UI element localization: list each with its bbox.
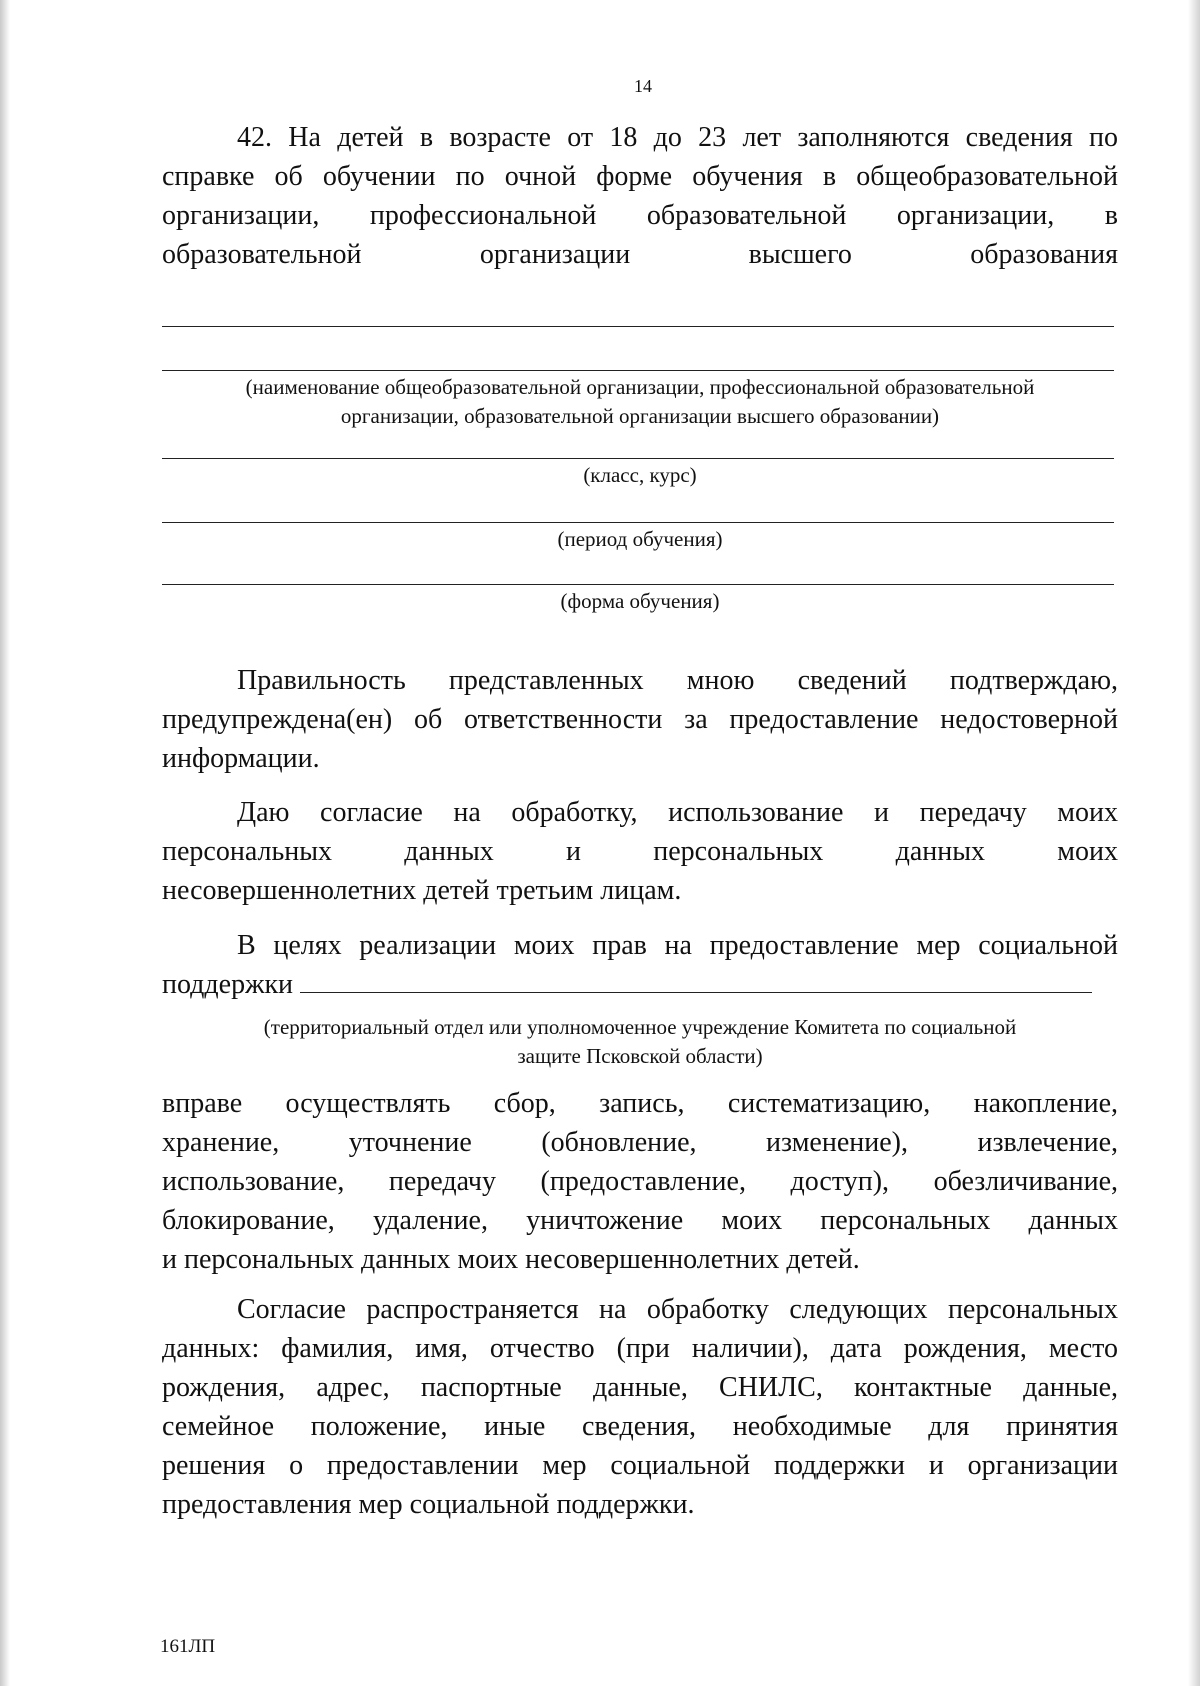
confirmation-paragraph xyxy=(162,661,1118,778)
paragraph-line: несовершеннолетних детей третьим лицам. xyxy=(162,875,682,906)
paragraph-line: и персональных данных моих несовершеннолетних детей. xyxy=(162,1244,860,1275)
page-number: 14 xyxy=(634,76,652,96)
paragraph-line: блокирование, удаление, уничтожение моих персональных данных xyxy=(162,1205,1118,1236)
paragraph-42 xyxy=(162,118,1118,274)
scope-paragraph xyxy=(162,1290,1118,1524)
study-form-caption: (форма обучения) xyxy=(560,589,720,613)
paragraph-line: Даю согласие на обработку, использование и передачу моих xyxy=(237,797,1118,828)
paragraph-line: решения о предоставлении мер социальной поддержки и организации xyxy=(162,1450,1118,1481)
study-period-fill-line xyxy=(162,522,1114,523)
paragraph-line: предупреждена(ен) об ответственности за предоставление недостоверной xyxy=(162,704,1118,735)
paragraph-line: организации, профессиональной образовательной организации, в xyxy=(162,200,1118,231)
paragraph-line: справке об обучении по очной форме обучения в общеобразовательной xyxy=(162,161,1118,192)
purpose-prefix: поддержки xyxy=(162,969,294,1000)
authority-fill-line xyxy=(300,970,1092,993)
org-name-caption xyxy=(162,373,1118,431)
paragraph-line xyxy=(162,965,1118,1004)
paragraph-line: использование, передачу (предоставление, доступ), обезличивание, xyxy=(162,1166,1118,1197)
purpose-paragraph xyxy=(162,926,1118,1004)
scan-edge-right xyxy=(1188,0,1200,1686)
caption-line: защите Псковской области) xyxy=(517,1044,763,1068)
class-course-caption: (класс, курс) xyxy=(583,463,697,487)
study-period-caption: (период обучения) xyxy=(557,527,723,551)
paragraph-line: вправе осуществлять сбор, запись, систематизацию, накопление, xyxy=(162,1088,1118,1119)
paragraph-line: 42. На детей в возрасте от 18 до 23 лет заполняются сведения по xyxy=(237,122,1118,153)
paragraph-line: персональных данных и персональных данных моих xyxy=(162,836,1118,867)
caption-line: (наименование общеобразовательной организации, профессиональной образовательной xyxy=(245,375,1035,399)
scan-edge-left xyxy=(0,0,10,1686)
caption-line: организации, образовательной организации высшего образовании) xyxy=(340,404,940,428)
authority-caption xyxy=(162,1013,1118,1071)
paragraph-line: хранение, уточнение (обновление, изменение), извлечение, xyxy=(162,1127,1118,1158)
paragraph-line: рождения, адрес, паспортные данные, СНИЛС, контактные данные, xyxy=(162,1372,1118,1403)
rights-paragraph xyxy=(162,1084,1118,1279)
paragraph-line: предоставления мер социальной поддержки. xyxy=(162,1489,695,1520)
org-name-fill-line-1 xyxy=(162,326,1114,327)
org-name-fill-line-2 xyxy=(162,370,1114,371)
study-form-fill-line xyxy=(162,584,1114,585)
paragraph-line: данных: фамилия, имя, отчество (при наличии), дата рождения, место xyxy=(162,1333,1118,1364)
caption-line: (территориальный отдел или уполномоченное учреждение Комитета по социальной xyxy=(263,1015,1017,1039)
paragraph-line: Правильность представленных мною сведений подтверждаю, xyxy=(237,665,1118,696)
paragraph-line: семейное положение, иные сведения, необходимые для принятия xyxy=(162,1411,1118,1442)
paragraph-line: информации. xyxy=(162,743,320,774)
class-course-fill-line xyxy=(162,458,1114,459)
paragraph-line: образовательной организации высшего образования xyxy=(162,239,1118,270)
document-code: 161ЛП xyxy=(160,1636,216,1657)
paragraph-line: В целях реализации моих прав на предоставление мер социальной xyxy=(237,930,1118,961)
consent-paragraph xyxy=(162,793,1118,910)
paragraph-line: Согласие распространяется на обработку следующих персональных xyxy=(237,1294,1118,1325)
